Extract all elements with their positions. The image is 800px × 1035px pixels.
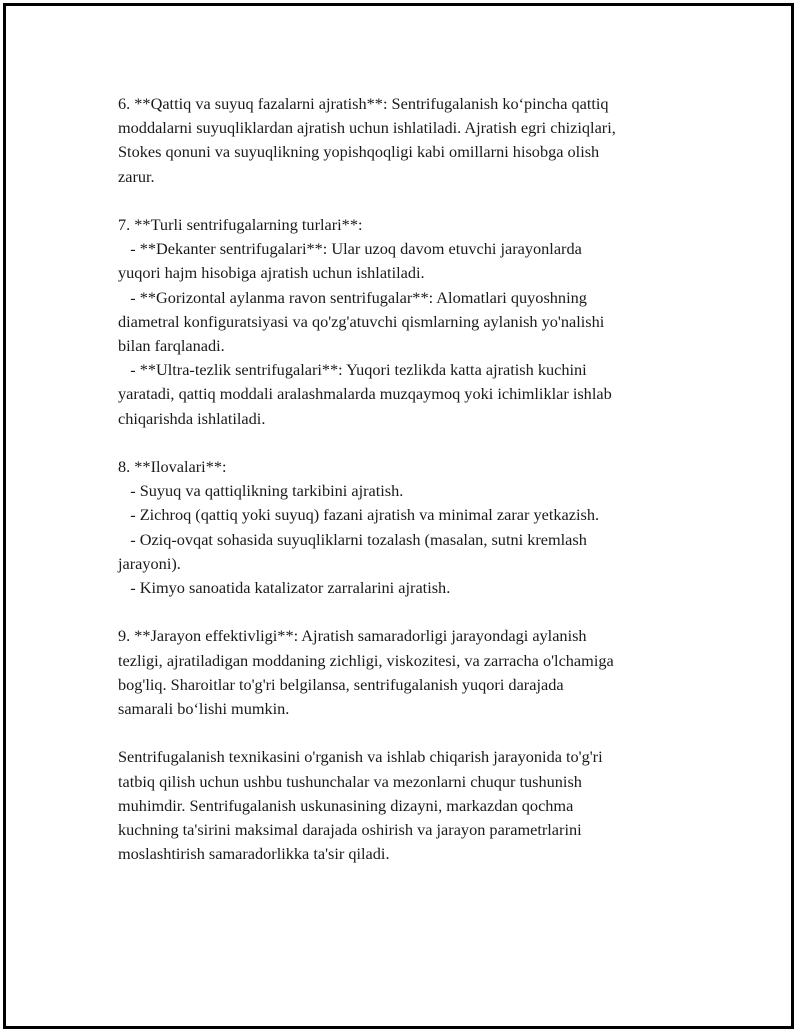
text-line: yaratadi, qattiq moddali aralashmalarda muzqaymoq yoki ichimliklar ishlab xyxy=(118,384,612,404)
text-line: moddalarni suyuqliklardan ajratish uchun ishlatiladi. Ajratish egri chiziqlari, xyxy=(118,118,616,138)
text-line: - Kimyo sanoatida katalizator zarralarini ajratish. xyxy=(118,578,451,598)
text-line: kuchning ta'sirini maksimal darajada oshirish va jarayon parametrlarini xyxy=(118,820,582,840)
text-line: 6. **Qattiq va suyuq fazalarni ajratish**: Sentrifugalanish ko‘pincha qattiq xyxy=(118,94,609,113)
text-line: bilan farqlanadi. xyxy=(118,336,225,356)
text-line: Sentrifugalanish texnikasini o'rganish va ishlab chiqarish jarayonida to'g'ri xyxy=(118,747,603,767)
paragraph-conclusion xyxy=(118,745,693,866)
text-line: 8. **Ilovalari**: xyxy=(118,457,227,477)
paragraph-centrifuge-types xyxy=(118,213,693,431)
text-line: - Oziq-ovqat sohasida suyuqliklarni tozalash (masalan, sutni kremlash xyxy=(118,529,587,549)
text-line: moslashtirish samaradorlikka ta'sir qiladi. xyxy=(118,844,390,864)
text-line: tatbiq qilish uchun ushbu tushunchalar va mezonlarni chuqur tushunish xyxy=(118,771,582,791)
text-line: jarayoni). xyxy=(118,553,181,573)
paragraph-applications xyxy=(118,455,693,600)
text-line: 9. **Jarayon effektivligi**: Ajratish samaradorligi jarayondagi aylanish xyxy=(118,626,587,646)
paragraph-solid-liquid-separation xyxy=(118,92,693,189)
text-line: samarali bo‘lishi mumkin. xyxy=(118,699,290,719)
text-line: diametral konfiguratsiyasi va qo'zg'atuvchi qismlarning aylanish yo'nalishi xyxy=(118,311,605,331)
text-line: 7. **Turli sentrifugalarning turlari**: xyxy=(118,215,363,234)
text-line: bog'liq. Sharoitlar to'g'ri belgilansa, sentrifugalanish yuqori darajada xyxy=(118,674,564,694)
document-body xyxy=(118,92,693,891)
text-line: muhimdir. Sentrifugalanish uskunasining dizayni, markazdan qochma xyxy=(118,795,574,815)
paragraph-process-efficiency xyxy=(118,624,693,721)
text-line: tezligi, ajratiladigan moddaning zichligi, viskozitesi, va zarracha o'lchamiga xyxy=(118,650,614,670)
text-line: - Suyuq va qattiqlikning tarkibini ajratish. xyxy=(118,481,404,501)
text-line: - **Gorizontal aylanma ravon sentrifugalar**: Alomatlari quyoshning xyxy=(118,287,587,307)
text-line: - **Dekanter sentrifugalari**: Ular uzoq davom etuvchi jarayonlarda xyxy=(118,239,582,259)
text-line: yuqori hajm hisobiga ajratish uchun ishlatiladi. xyxy=(118,263,425,283)
text-line: zarur. xyxy=(118,166,155,186)
text-line: Stokes qonuni va suyuqlikning yopishqoqligi kabi omillarni hisobga olish xyxy=(118,142,600,162)
text-line: - **Ultra-tezlik sentrifugalari**: Yuqori tezlikda katta ajratish kuchini xyxy=(118,360,587,380)
text-line: - Zichroq (qattiq yoki suyuq) fazani ajratish va minimal zarar yetkazish. xyxy=(118,505,600,525)
text-line: chiqarishda ishlatiladi. xyxy=(118,408,266,428)
